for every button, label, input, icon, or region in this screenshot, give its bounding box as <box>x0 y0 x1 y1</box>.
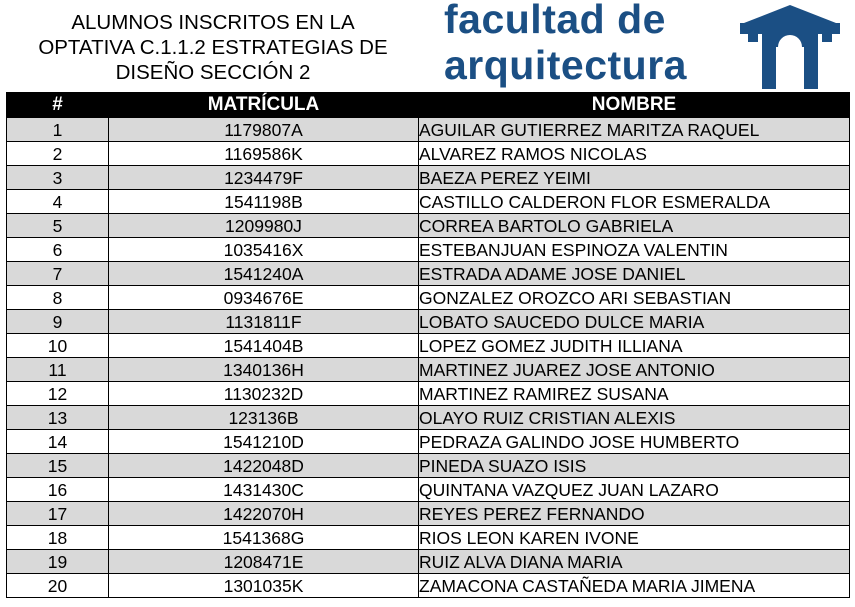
row-nombre: ALVAREZ RAMOS NICOLAS <box>419 142 850 166</box>
row-nombre: CORREA BARTOLO GABRIELA <box>419 214 850 238</box>
row-nombre: PEDRAZA GALINDO JOSE HUMBERTO <box>419 430 850 454</box>
row-number: 3 <box>7 166 109 190</box>
row-number: 6 <box>7 238 109 262</box>
logo-line-1: facultad de <box>444 0 666 42</box>
row-number: 2 <box>7 142 109 166</box>
table-row <box>7 238 850 262</box>
faculty-logo-icon <box>740 3 840 89</box>
table-row <box>7 358 850 382</box>
logo-line-2: arquitectura <box>444 42 687 88</box>
row-matricula: 1541210D <box>109 430 419 454</box>
row-number: 18 <box>7 526 109 550</box>
row-number: 9 <box>7 310 109 334</box>
row-number: 1 <box>7 118 109 142</box>
table-row <box>7 190 850 214</box>
title-line-3: DISEÑO SECCIÓN 2 <box>115 61 311 84</box>
row-matricula: 1541368G <box>109 526 419 550</box>
row-number: 12 <box>7 382 109 406</box>
row-matricula: 1130232D <box>109 382 419 406</box>
row-nombre: OLAYO RUIZ CRISTIAN ALEXIS <box>419 406 850 430</box>
row-nombre: MARTINEZ RAMIREZ SUSANA <box>419 382 850 406</box>
row-nombre: BAEZA PEREZ YEIMI <box>419 166 850 190</box>
row-nombre: CASTILLO CALDERON FLOR ESMERALDA <box>419 190 850 214</box>
table-row <box>7 526 850 550</box>
row-matricula: 1208471E <box>109 550 419 574</box>
row-matricula: 1422070H <box>109 502 419 526</box>
row-nombre: ESTEBANJUAN ESPINOZA VALENTIN <box>419 238 850 262</box>
row-nombre: QUINTANA VAZQUEZ JUAN LAZARO <box>419 478 850 502</box>
row-number: 13 <box>7 406 109 430</box>
row-nombre: LOPEZ GOMEZ JUDITH ILLIANA <box>419 334 850 358</box>
row-matricula: 1541198B <box>109 190 419 214</box>
column-header-matricula: MATRÍCULA <box>109 93 419 118</box>
row-number: 4 <box>7 190 109 214</box>
table-row <box>7 478 850 502</box>
row-number: 17 <box>7 502 109 526</box>
table-row <box>7 142 850 166</box>
row-nombre: RUIZ ALVA DIANA MARIA <box>419 550 850 574</box>
table-row <box>7 118 850 142</box>
row-nombre: PINEDA SUAZO ISIS <box>419 454 850 478</box>
row-nombre: AGUILAR GUTIERREZ MARITZA RAQUEL <box>419 118 850 142</box>
row-matricula: 1131811F <box>109 310 419 334</box>
row-number: 10 <box>7 334 109 358</box>
faculty-logo-text <box>444 0 744 88</box>
table-row <box>7 310 850 334</box>
page-title <box>8 10 418 85</box>
table-header-row <box>7 93 850 118</box>
table-body <box>7 118 850 598</box>
table-row <box>7 406 850 430</box>
row-matricula: 1422048D <box>109 454 419 478</box>
row-number: 11 <box>7 358 109 382</box>
row-matricula: 123136B <box>109 406 419 430</box>
row-matricula: 1209980J <box>109 214 419 238</box>
title-line-2: OPTATIVA C.1.1.2 ESTRATEGIAS DE <box>38 36 388 59</box>
row-number: 19 <box>7 550 109 574</box>
row-nombre: ZAMACONA CASTAÑEDA MARIA JIMENA <box>419 574 850 598</box>
table-row <box>7 166 850 190</box>
row-matricula: 1541404B <box>109 334 419 358</box>
table-row <box>7 502 850 526</box>
table-row <box>7 214 850 238</box>
row-matricula: 0934676E <box>109 286 419 310</box>
row-matricula: 1541240A <box>109 262 419 286</box>
row-number: 15 <box>7 454 109 478</box>
title-line-1: ALUMNOS INSCRITOS EN LA <box>71 11 355 34</box>
row-matricula: 1431430C <box>109 478 419 502</box>
table-row <box>7 550 850 574</box>
table-row <box>7 262 850 286</box>
row-nombre: MARTINEZ JUAREZ JOSE ANTONIO <box>419 358 850 382</box>
row-nombre: RIOS LEON KAREN IVONE <box>419 526 850 550</box>
table-row <box>7 430 850 454</box>
page-header <box>0 0 855 92</box>
row-number: 20 <box>7 574 109 598</box>
table-row <box>7 286 850 310</box>
row-matricula: 1340136H <box>109 358 419 382</box>
row-number: 14 <box>7 430 109 454</box>
row-number: 5 <box>7 214 109 238</box>
row-nombre: GONZALEZ OROZCO ARI SEBASTIAN <box>419 286 850 310</box>
row-matricula: 1301035K <box>109 574 419 598</box>
column-header-number: # <box>7 93 109 118</box>
table-row <box>7 574 850 598</box>
row-nombre: LOBATO SAUCEDO DULCE MARIA <box>419 310 850 334</box>
row-nombre: REYES PEREZ FERNANDO <box>419 502 850 526</box>
students-table <box>6 92 850 598</box>
table-row <box>7 382 850 406</box>
row-matricula: 1035416X <box>109 238 419 262</box>
row-number: 7 <box>7 262 109 286</box>
row-number: 16 <box>7 478 109 502</box>
table-row <box>7 454 850 478</box>
row-matricula: 1169586K <box>109 142 419 166</box>
table-row <box>7 334 850 358</box>
row-number: 8 <box>7 286 109 310</box>
row-matricula: 1234479F <box>109 166 419 190</box>
row-nombre: ESTRADA ADAME JOSE DANIEL <box>419 262 850 286</box>
row-matricula: 1179807A <box>109 118 419 142</box>
column-header-nombre: NOMBRE <box>419 93 850 118</box>
